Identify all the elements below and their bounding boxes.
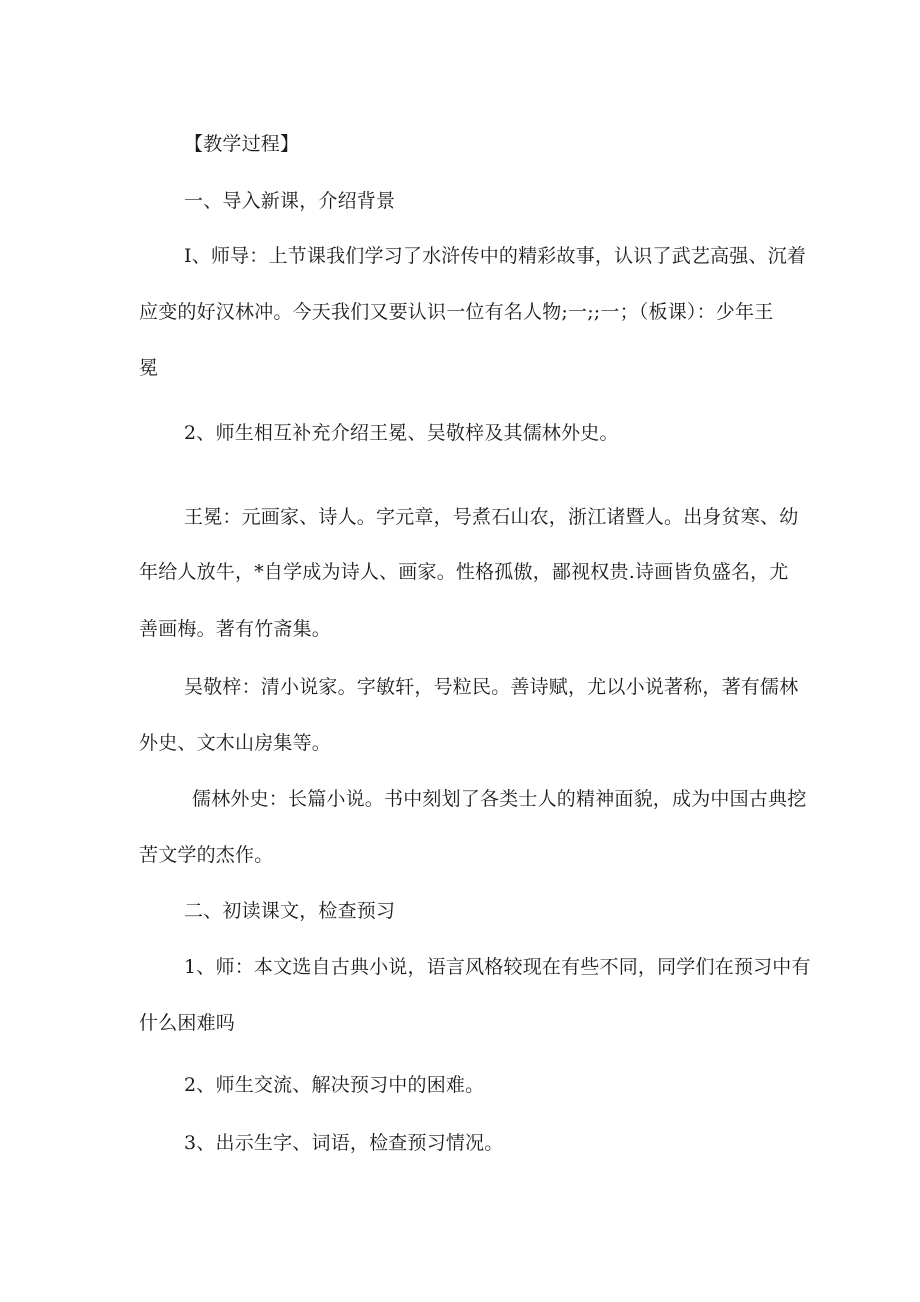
section1-heading: 一、导入新课，介绍背景 — [184, 190, 396, 212]
section2-item3: 3、出示生字、词语，检查预习情况。 — [184, 1132, 504, 1154]
section1-item2: 2、师生相互补充介绍王冕、吴敬梓及其儒林外史。 — [184, 422, 619, 444]
section1-item1-line1: I、师导：上节课我们学习了水浒传中的精彩故事，认识了武艺高强、沉着 — [184, 245, 807, 267]
wujingzi-line1: 吴敬梓：清小说家。字敏轩，号粒民。善诗赋，尤以小说著称，著有儒林 — [184, 676, 799, 698]
wujingzi-line2: 外史、文木山房集等。 — [139, 732, 332, 754]
document-title: 【教学过程】 — [184, 133, 300, 155]
section1-item1-line3: 冕 — [139, 357, 159, 379]
section2-heading: 二、初读课文，检查预习 — [184, 900, 396, 922]
section2-item1-line2: 什么困难吗 — [139, 1012, 236, 1034]
section2-item1-line1: 1、师：本文选自古典小说，语言风格较现在有些不同，同学们在预习中有 — [184, 956, 811, 978]
wangmian-line2: 年给人放牛，*自学成为诗人、画家。性格孤傲，鄙视权贵.诗画皆负盛名，尤 — [139, 561, 789, 583]
wangmian-line3: 善画梅。著有竹斋集。 — [139, 618, 332, 640]
section2-item2: 2、师生交流、解决预习中的困难。 — [184, 1074, 485, 1096]
rulin-line1: 儒林外史：长篇小说。书中刻划了各类士人的精神面貌，成为中国古典挖 — [192, 788, 807, 810]
section1-item1-line2: 应变的好汉林冲。今天我们又要认识一位有名人物;一;;一；（板课）：少年王 — [139, 301, 774, 323]
wangmian-line1: 王冕：元画家、诗人。字元章，号煮石山农，浙江诸暨人。出身贫寒、幼 — [184, 506, 799, 528]
rulin-line2: 苦文学的杰作。 — [139, 844, 274, 866]
